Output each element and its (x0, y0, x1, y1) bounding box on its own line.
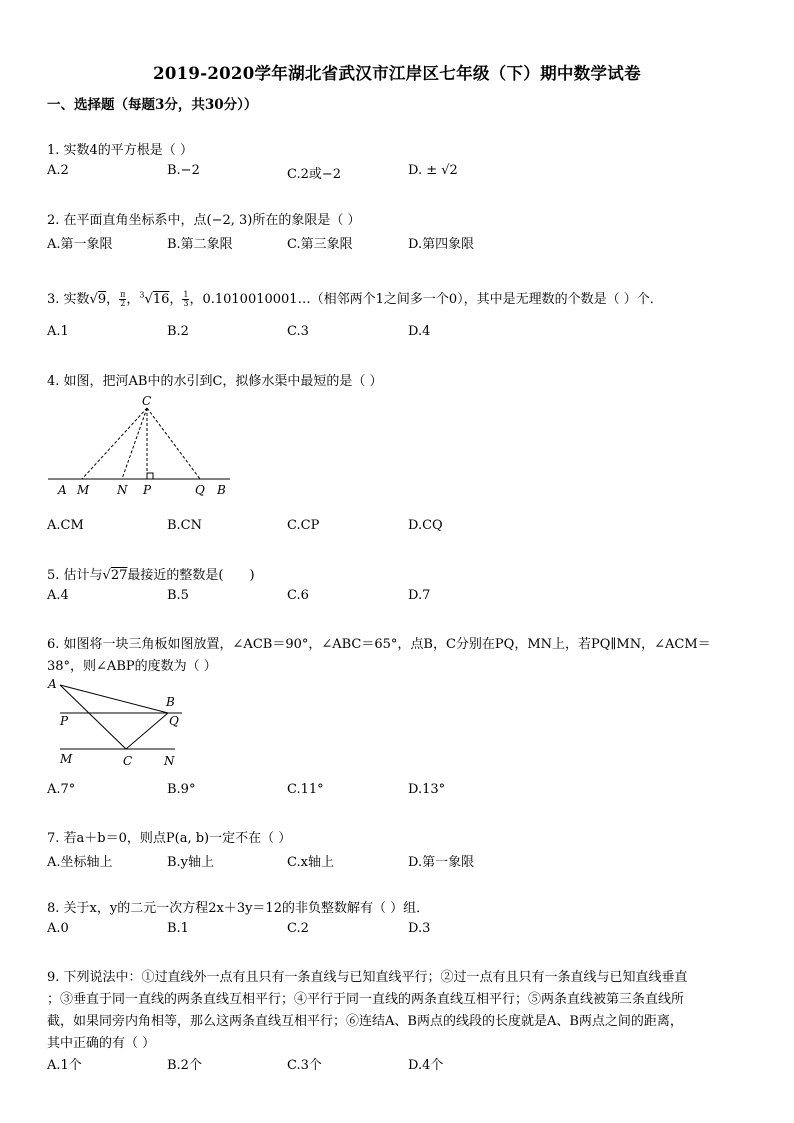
q3-option-c: C.3 (287, 324, 309, 339)
q7-option-c: C.x轴上 (287, 855, 334, 870)
question-8-stem: 8. 关于x，y的二元一次方程2x＋3y＝12的非负整数解有（ ）组． (47, 901, 430, 916)
q3-option-b: B.2 (167, 324, 189, 339)
label-m: M (60, 752, 73, 766)
label-q: Q (195, 483, 205, 497)
q3-suffix: ，0.1010010001…（相邻两个1之间多一个0），其中是无理数的个数是（ ）个． (189, 292, 663, 307)
label-a: A (58, 483, 67, 497)
page-title: 2019-2020学年湖北省武汉市江岸区七年级（下）期中数学试卷 (153, 64, 641, 83)
side-ab (60, 685, 168, 713)
q6-option-d: D.13° (408, 782, 446, 797)
q8-option-b: B.1 (167, 921, 189, 936)
question-9-line-3: 截，如果同旁内角相等，那么这两条直线互相平行；⑥连结A、B两点的线段的长度就是A、B两点之间的距离， (47, 1014, 683, 1029)
q4-option-a: A.CM (47, 518, 84, 533)
q7-option-a: A.坐标轴上 (47, 855, 113, 870)
side-ac (60, 685, 126, 749)
q6-option-b: B.9° (167, 782, 196, 797)
q9-option-a: A.1个 (47, 1058, 82, 1073)
question-6-stem-line1: 6. 如图将一块三角板如图放置，∠ACB＝90°，∠ABC＝65°，点B，C分别在PQ，MN上，若PQ∥MN，∠ACM＝ (47, 637, 711, 652)
label-b: B (166, 695, 175, 709)
question-1-stem: 1. 实数4的平方根是（ ） (47, 143, 193, 158)
q7-option-d: D.第一象限 (408, 855, 475, 870)
q6-option-c: C.11° (287, 782, 324, 797)
question-5-stem: 5. 估计与√27最接近的整数是( ) (47, 568, 255, 583)
q3-option-d: D.4 (408, 324, 431, 339)
right-angle-mark (147, 473, 153, 479)
q1-option-a: A.2 (47, 163, 69, 178)
question-9-line-2: ；③垂直于同一直线的两条直线互相平行；④平行于同一直线的两条直线互相平行；⑤两条直线被第三条直线所 (47, 992, 685, 1007)
label-b: B (217, 483, 226, 497)
q5-option-b: B.5 (167, 588, 189, 603)
label-p: P (143, 483, 152, 497)
q6-option-a: A.7° (47, 782, 76, 797)
label-a: A (48, 677, 57, 691)
q1-option-b: B.−2 (167, 163, 200, 178)
question-4-stem: 4. 如图，把河AB中的水引到C，拟修水渠中最短的是（ ） (47, 374, 383, 389)
question-7-stem: 7. 若a＋b＝0，则点P(a, b)一定不在（ ） (47, 831, 292, 846)
q2-option-b: B.第二象限 (167, 237, 233, 252)
label-n: N (117, 483, 128, 497)
q3-option-a: A.1 (47, 324, 69, 339)
label-q: Q (169, 714, 179, 728)
q5-option-c: C.6 (287, 588, 309, 603)
q2-option-a: A.第一象限 (47, 237, 113, 252)
q4-river-diagram (40, 390, 240, 502)
question-2-stem: 2. 在平面直角坐标系中，点(−2, 3)所在的象限是（ ） (47, 213, 361, 228)
q7-option-b: B.y轴上 (167, 855, 215, 870)
q9-option-b: B.2个 (167, 1058, 202, 1073)
q5-prefix: 5. 估计与 (47, 568, 103, 583)
label-p: P (60, 714, 69, 728)
q4-option-c: C.CP (287, 518, 320, 533)
q8-option-a: A.0 (47, 921, 69, 936)
q5-option-d: D.7 (408, 588, 431, 603)
section-heading: 一、选择题（每题3分，共30分）） (47, 97, 258, 113)
q4-option-d: D.CQ (408, 518, 443, 533)
label-c: C (142, 394, 152, 408)
label-c: C (123, 754, 133, 768)
q2-option-d: D.第四象限 (408, 237, 475, 252)
q3-cbrt-index: 3 (139, 290, 145, 300)
q1-option-c: C.2或−2 (287, 167, 342, 182)
q9-option-d: D.4个 (408, 1058, 444, 1073)
q3-prefix: 3. 实数 (47, 292, 90, 307)
segment-cq (147, 408, 200, 479)
question-9-line-1: 9. 下列说法中：①过直线外一点有且只有一条直线与已知直线平行；②过一点有且只有一条直线与已知直线垂直 (47, 970, 688, 985)
q3-sqrt9: 9 (97, 292, 107, 307)
q9-option-c: C.3个 (287, 1058, 322, 1073)
question-9-line-4: 其中正确的有（ ） (47, 1036, 156, 1051)
label-m: M (77, 483, 90, 497)
q3-pi-over-2: $\frac{\pi}{2}$ (120, 290, 126, 308)
label-n: N (164, 754, 175, 768)
q4-option-b: B.CN (167, 518, 203, 533)
q5-option-a: A.4 (47, 588, 69, 603)
q8-option-c: C.2 (287, 921, 309, 936)
q2-option-c: C.第三象限 (287, 237, 353, 252)
side-bc (126, 713, 168, 749)
q1-option-d: D. ± √2 (408, 163, 458, 178)
q3-cbrt16: 16 (152, 292, 170, 307)
question-6-stem-line2: 38°，则∠ABP的度数为（ ） (47, 659, 217, 674)
q5-suffix: 最接近的整数是( ) (127, 568, 255, 583)
q3-one-third: $\frac{1}{3}$ (183, 290, 189, 308)
segment-cn (122, 408, 147, 479)
q8-option-d: D.3 (408, 921, 431, 936)
q6-triangle-diagram (40, 673, 200, 773)
q5-sqrt27: 27 (110, 568, 128, 583)
question-3-stem: 3. 实数√9， $\frac{\pi}{2}$ ，$^3$√16， $\frac{1}{3}$ ，0.1010010001…（相邻两个1之间多一个0），其中是无理数的个数是（ ）个． (47, 290, 663, 308)
segment-cm (82, 408, 147, 479)
